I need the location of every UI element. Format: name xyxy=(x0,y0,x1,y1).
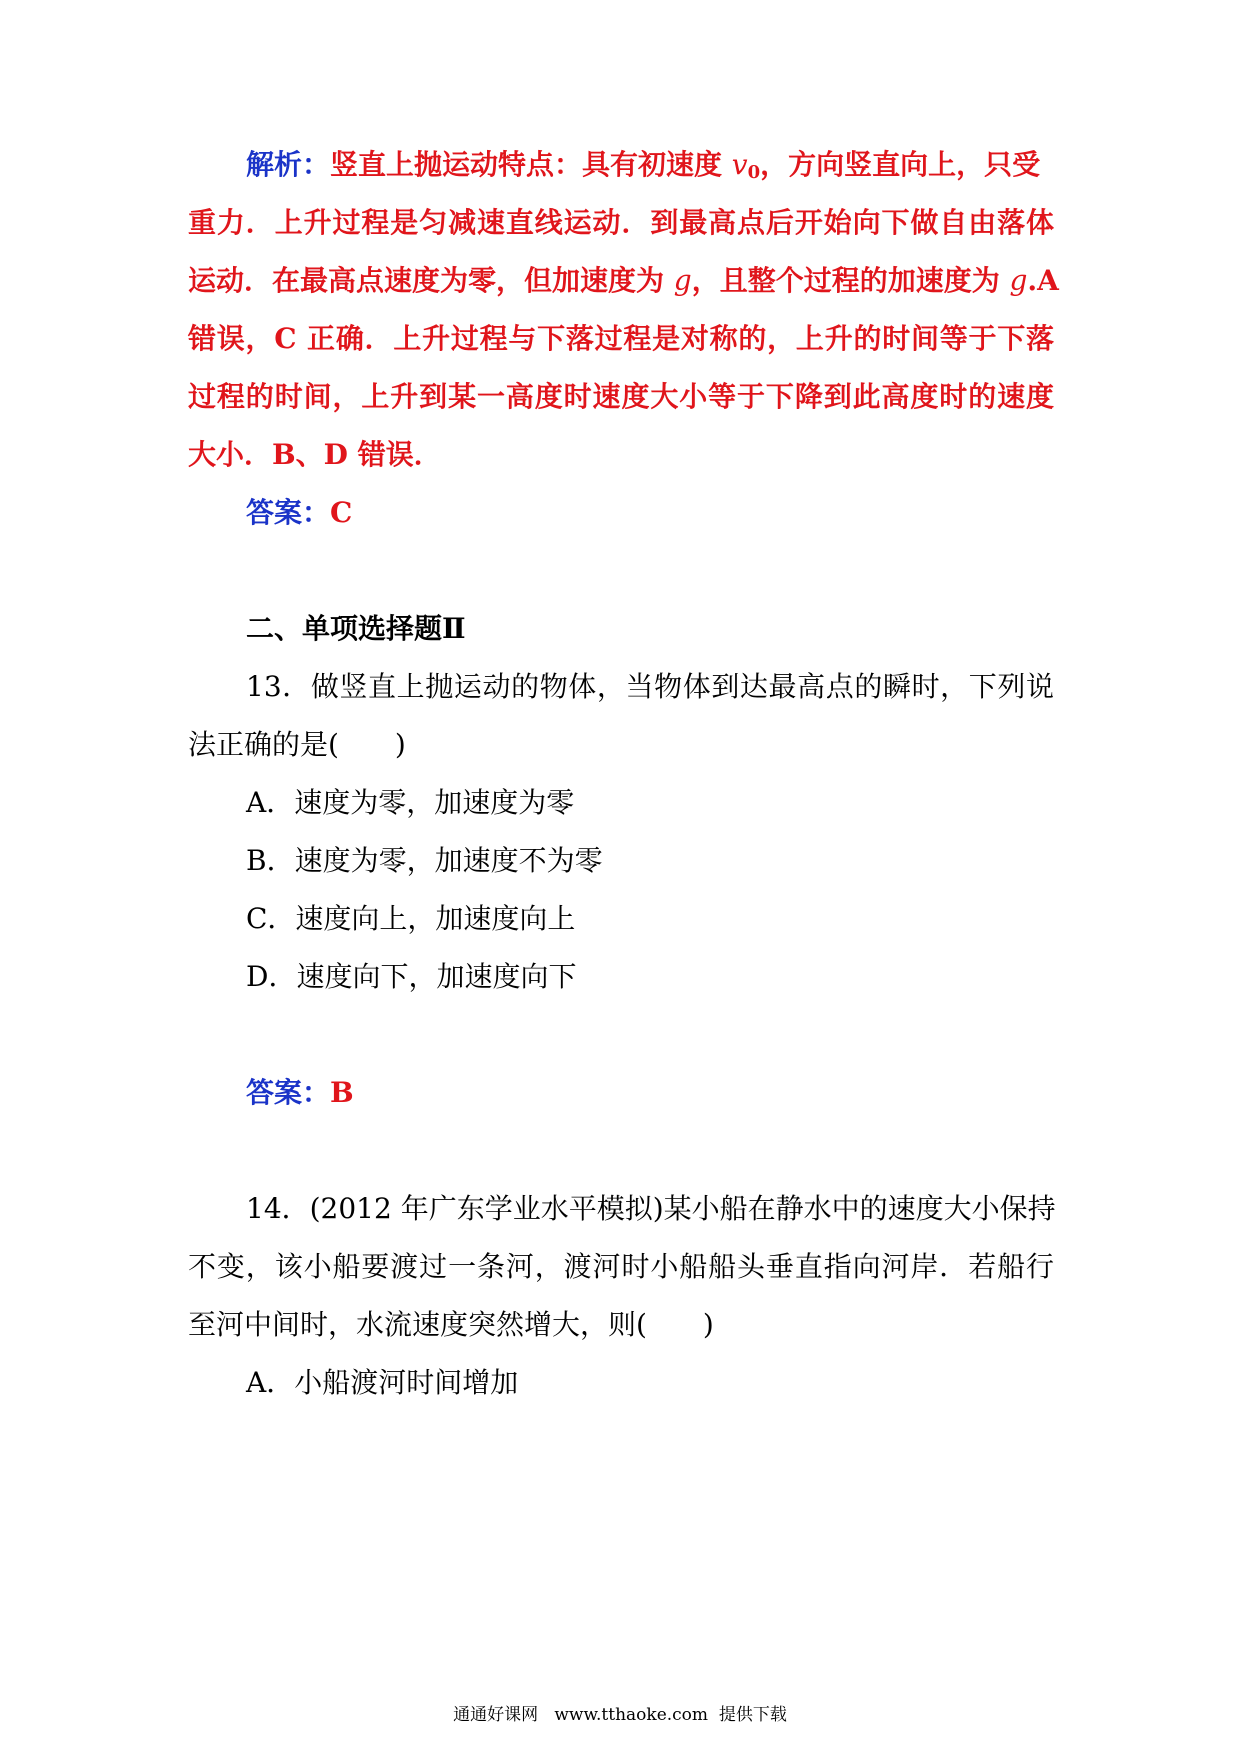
analysis-label: 解析： xyxy=(246,148,331,181)
question-14-line-1 xyxy=(246,1189,1054,1229)
page-footer: 通通好课网 www.tthaoke.com 提供下载 xyxy=(453,1705,787,1725)
analysis-text: ，方向竖直向上，只受 xyxy=(760,148,1041,181)
analysis-text: 大小．B、D 错误． xyxy=(188,438,442,471)
question-13-line-2: 法正确的是( ) xyxy=(188,728,406,761)
answer-label: 答案： xyxy=(246,1076,331,1109)
analysis-text: .A xyxy=(1027,264,1059,297)
section-heading: 二、单项选择题Ⅱ xyxy=(246,612,466,645)
option-b: B．速度为零，加速度不为零 xyxy=(246,844,603,877)
option-d: D．速度向下，加速度向下 xyxy=(246,960,577,993)
answer-1 xyxy=(246,493,352,533)
question-14-line-3: 至河中间时，水流速度突然增大，则( ) xyxy=(188,1308,714,1341)
gravity-symbol: g xyxy=(1009,264,1028,297)
analysis-text: 竖直上抛运动特点：具有初速度 xyxy=(330,148,732,181)
analysis-text: 重力．上升过程是匀减速直线运动．到最高点后开始向下做自由落体 xyxy=(188,206,1054,239)
answer-value: B xyxy=(330,1076,354,1109)
question-13-line-1 xyxy=(246,667,1054,707)
velocity-symbol: v xyxy=(731,148,748,181)
answer-2 xyxy=(246,1073,354,1113)
option-a: A．小船渡河时间增加 xyxy=(246,1366,519,1399)
analysis-text: 运动．在最高点速度为零，但加速度为 xyxy=(188,264,674,297)
question-text: 13．做竖直上抛运动的物体，当物体到达最高点的瞬时，下列说 xyxy=(246,670,1054,703)
analysis-text: 过程的时间，上升到某一高度时速度大小等于下降到此高度时的速度 xyxy=(188,380,1054,413)
answer-label: 答案： xyxy=(246,496,331,529)
question-14-line-2 xyxy=(188,1247,1054,1287)
question-text: 14．(2012 年广东学业水平模拟)某小船在静水中的速度大小保持 xyxy=(246,1192,1056,1225)
analysis-line-1 xyxy=(246,145,1040,193)
analysis-line-2 xyxy=(188,203,1054,243)
analysis-text: ，且整个过程的加速度为 xyxy=(691,264,1010,297)
analysis-line-5 xyxy=(188,377,1054,417)
analysis-text: 错误，C 正确．上升过程与下落过程是对称的，上升的时间等于下落 xyxy=(188,322,1054,355)
answer-value: C xyxy=(330,496,353,529)
option-a: A．速度为零，加速度为零 xyxy=(246,786,575,819)
option-c: C．速度向上，加速度向上 xyxy=(246,902,576,935)
analysis-line-4 xyxy=(188,319,1054,359)
analysis-line-3 xyxy=(188,261,1059,301)
gravity-symbol: g xyxy=(673,264,692,297)
question-text: 不变，该小船要渡过一条河，渡河时小船船头垂直指向河岸．若船行 xyxy=(188,1250,1054,1283)
velocity-subscript: 0 xyxy=(747,162,761,183)
analysis-line-6 xyxy=(188,435,442,475)
